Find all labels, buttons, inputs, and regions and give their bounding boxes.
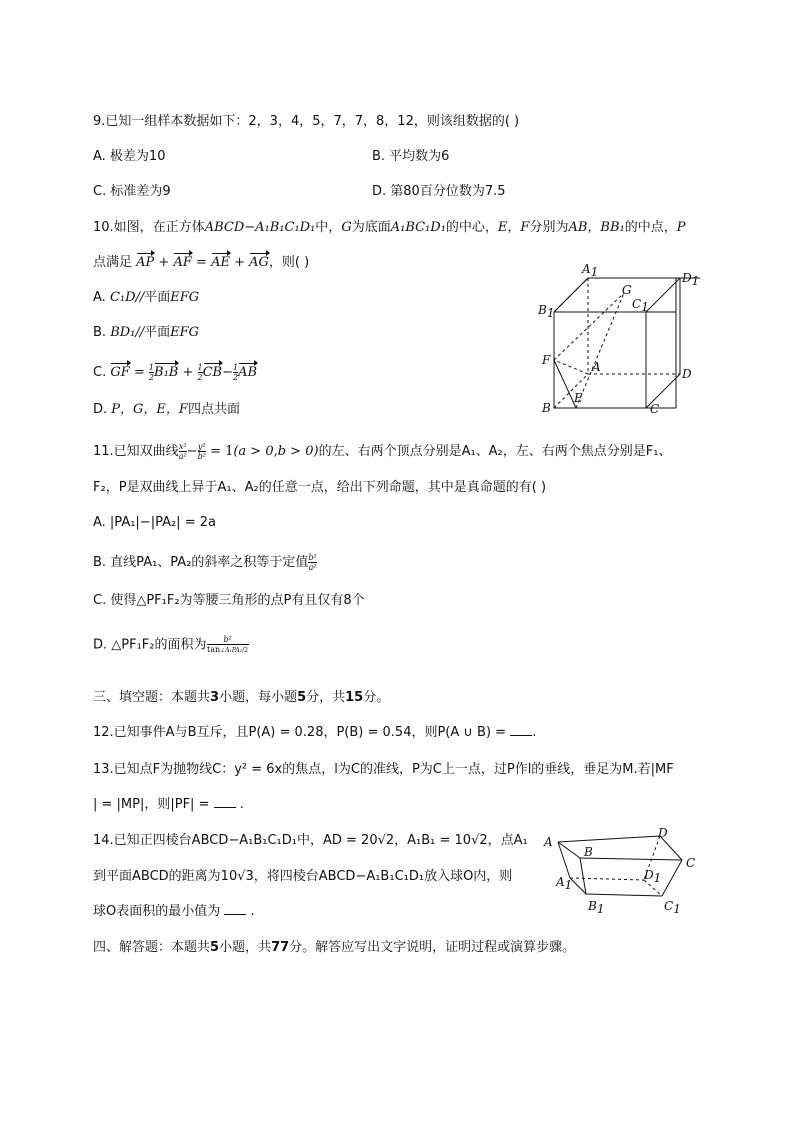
q10-g: G: [341, 220, 352, 235]
q10-b-math: BD₁//: [110, 325, 145, 340]
frustum-figure: [540, 826, 710, 921]
label-d1: D1: [682, 271, 700, 288]
q11-stem-line2: F₂，P是双曲线上异于A₁、A₂的任意一点，给出下列命题，其中是真命题的有( ): [93, 480, 547, 495]
cube-figure: [530, 258, 710, 420]
label-a: A: [592, 360, 601, 374]
cube-solid-lines: [554, 360, 576, 408]
q14-stem-line3: 球O表面积的最小值为 .: [93, 904, 255, 919]
q10-option-d: [93, 400, 240, 420]
q11-b-prefix: B. 直线PA₁、PA₂的斜率之积等于定值: [93, 555, 309, 570]
q13-answer-blank[interactable]: [214, 795, 236, 808]
q10-mid4: 分别为: [529, 220, 569, 235]
q10-option-c: C. GF = $\frac{1}{2}$ B₁B + $\frac{1}{2}$ CB− $\frac{1}{2}$ AB: [93, 363, 258, 382]
q10-a-plane: EFG: [170, 290, 200, 305]
section4-a: 四、解答题：本题共: [93, 940, 211, 955]
label-a1: A1: [582, 262, 599, 279]
frac-x2-a2: $\frac{\text{x²}}{\text{a²}}$: [178, 442, 187, 461]
q12-stem: 12.已知事件A与B互斥，且P(A) = 0.28，P(B) = 0.54，则P(A ∪ B) = .: [93, 725, 537, 740]
section4-b: 小题，共: [219, 940, 272, 955]
section3-total: 15: [345, 690, 364, 705]
vector-ab: AB: [238, 363, 257, 383]
q10-a-math: C₁D//: [109, 290, 145, 305]
q10-d-math: P，G，E，F: [111, 402, 188, 417]
vector-af: AF: [173, 253, 191, 273]
q9-option-b: B. 平均数为6: [372, 149, 450, 164]
q10-d-label: D.: [93, 402, 112, 417]
q10-cube: ABCD−A₁B₁C₁D₁: [204, 220, 316, 235]
q9-option-d: D. 第80百分位数为7.5: [372, 184, 506, 199]
q12-answer-blank[interactable]: [510, 723, 532, 736]
label-e: E: [574, 391, 583, 405]
frac-b2-a2: $\frac{\text{b²}}{\text{a²}}$: [308, 553, 317, 572]
q10-line2-prefix: 点满足: [93, 255, 133, 270]
label-c1-bottom: C1: [664, 899, 681, 916]
label-b1-bottom: B1: [588, 899, 605, 916]
q9-option-c: C. 标准差为9: [93, 184, 171, 199]
q10-face: A₁BC₁D₁: [390, 220, 446, 235]
q9-option-a: A. 极差为10: [93, 149, 166, 164]
q11-cond: (a > 0,b > 0): [233, 444, 319, 459]
frac-half-2: $\frac{1}{2}$: [197, 363, 203, 382]
section4-count: 5: [210, 940, 220, 955]
q10-d-text: 四点共面: [187, 402, 240, 417]
section4-total: 77: [271, 940, 290, 955]
vector-ap: AP: [136, 253, 154, 273]
q10-mid1: 中，: [315, 220, 342, 235]
q10-a-label: A.: [93, 290, 110, 305]
section4-c: 分。解答应写出文字说明，证明过程或演算步骤。: [289, 940, 576, 955]
vector-cb: CB: [203, 363, 223, 383]
q10-stem-line1: [93, 218, 685, 238]
label-a-top: A: [544, 835, 553, 849]
q11-prefix: 11.已知双曲线: [93, 444, 179, 459]
q11-option-d: [93, 635, 249, 656]
label-d-top: D: [658, 826, 668, 840]
q14-line3: 球O表面积的最小值为: [93, 904, 225, 919]
label-f: F: [542, 353, 551, 367]
vector-gf: GF: [110, 363, 129, 383]
q12-text: 12.已知事件A与B互斥，且P(A) = 0.28，P(B) = 0.54，则P(A ∪ B) =: [93, 725, 511, 740]
label-d1-bottom: D1: [644, 868, 662, 885]
section3-heading: [93, 688, 389, 708]
q10-mid2: 为底面: [351, 220, 391, 235]
vector-b1b: B₁B: [154, 363, 178, 383]
q14-stem-line2: 到平面ABCD的距离为10√3，将四棱台ABCD−A₁B₁C₁D₁放入球O内，则: [93, 869, 513, 884]
vector-ag: AG: [249, 253, 269, 273]
q10-b-text: 平面: [144, 325, 171, 340]
q10-mid3: 的中心，: [445, 220, 498, 235]
q10-mid5: 的中点，: [624, 220, 677, 235]
q10-option-a: [93, 288, 199, 308]
q11-option-c: C. 使得△PF₁F₂为等腰三角形的点P有且仅有8个: [93, 593, 365, 608]
q13-stem-line2: | = |MP|，则|PF| = .: [93, 797, 244, 812]
section3-count: 3: [210, 690, 220, 705]
q10-option-b: [93, 323, 199, 343]
q14-answer-blank[interactable]: [224, 902, 246, 915]
q11-option-a: A. |PA₁|−|PA₂| = 2a: [93, 515, 216, 530]
label-g: G: [622, 283, 632, 297]
q10-prefix: 10.如图，在正方体: [93, 220, 205, 235]
q10-ef: E，F: [497, 220, 530, 235]
q10-b-label: B.: [93, 325, 111, 340]
q11-stem-line1: 11.已知双曲线 $\frac{\text{x²}}{\text{a²}}$ − $\frac{\text{y²}}{\text{b²}}$ = 1(a > 0,b > 0)的左、右两个顶点分别是A₁、A₂，左、右两个焦点分别是F₁、: [93, 442, 672, 461]
frac-y2-b2: $\frac{\text{y²}}{\text{b²}}$: [197, 442, 206, 461]
label-c: C: [650, 402, 660, 416]
cube-solid-edges: [554, 278, 680, 408]
section4-heading: [93, 938, 575, 958]
frac-half-3: $\frac{1}{2}$: [233, 363, 239, 382]
label-c-top: C: [686, 856, 696, 870]
section3-d: 分。: [363, 690, 390, 705]
q10-ab: AB，BB₁: [568, 220, 625, 235]
q10-stem-line2: 点满足 AP + AF = AE + AG，则( ): [93, 253, 309, 273]
q10-b-plane: EFG: [170, 325, 200, 340]
label-b: B: [542, 401, 551, 415]
q10-p: P: [676, 220, 686, 235]
frac-half-1: $\frac{1}{2}$: [148, 363, 155, 382]
section3-c: 分，共: [306, 690, 346, 705]
q10-a-text: 平面: [144, 290, 171, 305]
q9-stem: 9.已知一组样本数据如下：2，3，4，5，7，7，8，12，则该组数据的( ): [93, 114, 520, 129]
label-b-top: B: [584, 845, 593, 859]
q14-stem-line1: 14.已知正四棱台ABCD−A₁B₁C₁D₁中，AD = 20√2，A₁B₁ = 10√2，点A₁: [93, 833, 528, 848]
q13-stem-line1: 13.已知点F为抛物线C：y² = 6x的焦点，l为C的准线，P为C上一点，过P作l的垂线，垂足为M.若|MF: [93, 762, 674, 777]
vector-ae: AE: [211, 253, 230, 273]
label-b1: B1: [538, 303, 555, 320]
q11-suffix: 的左、右两个顶点分别是A₁、A₂，左、右两个焦点分别是F₁、: [318, 444, 672, 459]
section3-b: 小题，每小题: [219, 690, 298, 705]
q11-option-b: [93, 553, 317, 573]
frustum-solid-edges: [558, 836, 682, 896]
q13-line2: | = |MP|，则|PF| =: [93, 797, 214, 812]
q11-d-prefix: D. △PF₁F₂的面积为: [93, 637, 207, 653]
q10-line2-suffix: ，则( ): [268, 255, 310, 270]
section3-score: 5: [297, 690, 307, 705]
label-d: D: [682, 367, 692, 381]
label-a1-bottom: A1: [556, 875, 573, 892]
label-c1: C1: [632, 297, 649, 314]
section3-a: 三、填空题：本题共: [93, 690, 211, 705]
frac-area: $\frac{\text{b²}}{\text{tan∠A₁PA₂/2}}$: [207, 635, 248, 654]
q10-c-label: C.: [93, 365, 111, 380]
